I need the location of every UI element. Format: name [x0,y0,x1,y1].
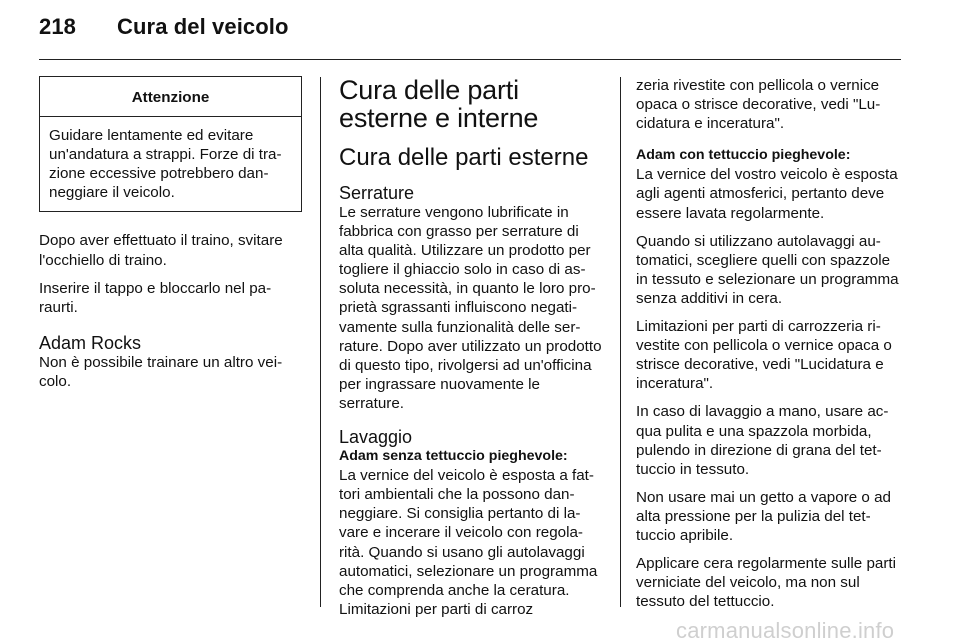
header-divider [39,59,901,60]
column-1 [39,66,302,400]
paragraph-continued: zeria rivestite con pellicola o vernice opaca o strisce decorative, vedi "Lucidatura e inceratura". [636,77,881,133]
subsection-title: Cura delle parti esterne [339,144,589,171]
page-number: 218 [39,14,77,39]
paragraph-weather: La vernice del vostro veicolo è esposta agli agenti atmosferici, pertanto deve essere lavata regolarmente. [636,166,898,222]
chapter-title: Cura del veicolo [117,14,289,39]
page-header [39,14,289,40]
column-2 [339,76,603,628]
section-title: Cura delle parti esterne e interne [339,75,539,133]
warning-box [39,76,302,212]
paragraph-limitations: Limitazioni per parti di carrozzeria rivestite con pellicola o vernice opaca o strisce decorative, vedi "Lucidatura e inceratura". [636,318,892,393]
paragraph-tow-eye: Dopo aver effettuato il traino, svitare l'occhiello di traino. [39,232,283,269]
lavaggio-bold-label: Adam senza tettuccio pieghevole: [339,448,568,465]
paragraph-bumper-cap: Inserire il tappo e bloccarlo nel paraurti. [39,279,272,316]
paragraph-wax: Applicare cera regolarmente sulle parti verniciate del veicolo, ma non sul tessuto del tettuccio. [636,555,897,611]
column-divider-2 [620,77,621,607]
watermark: carmanualsonline.info [676,618,895,643]
warning-text: Guidare lentamente ed evitare un'andatura a strappi. Forze di trazione eccessive potrebbero danneggiare il veicolo. [49,127,282,202]
paragraph-car-wash: Quando si utilizzano autolavaggi automatici, scegliere quelli con spazzole in tessuto e selezionare un programma senza additivi in cera. [636,232,899,307]
column-3 [636,76,902,620]
heading-serrature: Serrature [339,183,415,203]
adam-cabrio-bold-label: Adam con tettuccio pieghevole: [636,147,851,164]
paragraph-hand-wash: In caso di lavaggio a mano, usare acqua pulita e una spazzola morbida, pulendo in direzione di grana del tettuccio in tessuto. [636,403,889,478]
paragraph-lavaggio: La vernice del veicolo è esposta a fattori ambientali che la possono danneggiare. Si consiglia pertanto di lavare e incerare il veicolo con regolarità. Quando si usano gli autolavaggi automatici, selezionare un programma che comprenda anche la ceratura. Limitazioni per parti di carroz [339,467,598,618]
paragraph-adam-rocks: Non è possibile trainare un altro veicolo. [39,353,283,390]
warning-title: Attenzione [40,77,301,117]
heading-lavaggio: Lavaggio [339,427,413,448]
heading-adam-rocks: Adam Rocks [39,332,142,353]
paragraph-serrature: Le serrature vengono lubrificate in fabbrica con grasso per serrature di alta qualità. Utilizzare un prodotto per togliere il ghiaccio solo in caso di assoluta necessità, in quanto le loro proprietà sgrassanti influiscono negativamente sulla funzionalità delle serrature. Dopo aver utilizzato un prodotto di questo tipo, rivolgersi ad un'officina per ingrassare nuovamente le serrature. [339,204,602,412]
column-divider-1 [320,77,321,607]
paragraph-no-steam: Non usare mai un getto a vapore o ad alta pressione per la pulizia del tettuccio apribile. [636,488,891,544]
